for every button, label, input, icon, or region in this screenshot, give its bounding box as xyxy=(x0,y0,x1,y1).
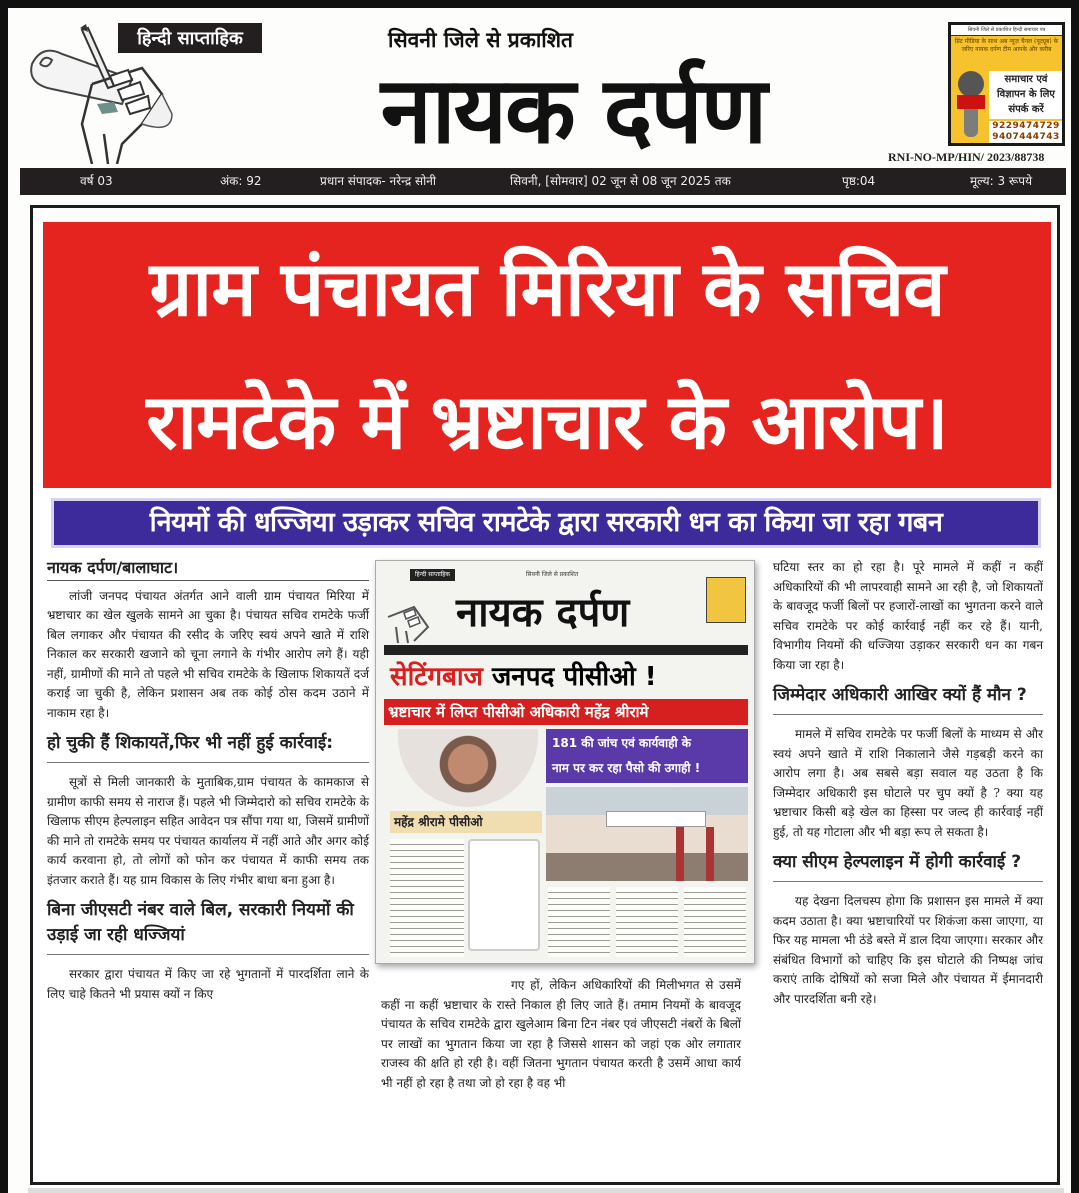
ad-main-text: समाचार एवं विज्ञापन के लिए संपर्क करें xyxy=(989,71,1063,119)
clipping-ad-box xyxy=(706,577,746,623)
clipping-headline-red: सेटिंगबाज xyxy=(390,662,483,692)
clipping-info-bar xyxy=(384,645,748,655)
article-paragraph-3-start: सरकार द्वारा पंचायत में किए जा रहे भुगतानों में पारदर्शिता लाने के लिए चाहे कितने भी प्रयास क्यों न किए xyxy=(47,967,369,1001)
editor-label: प्रधान संपादक- नरेन्द्र सोनी xyxy=(320,174,437,188)
article-frame xyxy=(30,205,1060,1185)
clipping-text-column-3 xyxy=(616,887,678,957)
article-paragraph-4: मामले में सचिव रामटेके पर फर्जी बिलों के माध्यम से और स्वयं अपने खाते में राशि निकालाने जैसे गड़बड़ी करने का आरोप लगा है। अब सबसे बड़ा सवाल यह उठता है कि जिम्मेदार अधिकारी इस घोटाले पर चुप क्यों है ? क्या यह भ्रष्टाचार किसी बड़े खेल का हिस्सा पर जल्द ही कार्रवाई नहीं हुई, तो यह गोटाला और भी बड़ा रूप ले सकता है। xyxy=(773,727,1043,839)
clipping-text-column-2 xyxy=(548,887,610,957)
contact-ad-box xyxy=(948,22,1065,146)
clipping-headline xyxy=(390,659,657,695)
price-label: मूल्य: 3 रूपये xyxy=(970,174,1033,188)
ad-phone-2: 9407444743 xyxy=(992,132,1060,142)
page-number-label: पृष्ठ:04 xyxy=(842,174,876,188)
article-paragraph-2: सूत्रों से मिली जानकारी के मुताबिक,ग्राम पंचायत के कामकाज से ग्रामीण काफी समय से नाराज हैं। पहले भी जिम्मेदारो को सचिव रामटेके के खिलाफ सीएम हेल्पलाइन सहित आवेदन पत्र सौंपा गया था, जिसमें ग्रामीणों की माने तो रामटेके समय पर पंचायत कार्यालय में नहीं आते और अगर कोई कार्य करवाना हो, तो लोगों को फोन कर पंचायत में काफी समय तक इंतजार कराते हैं। यह ग्राम विकास के लिए गंभीर बाधा बना हुआ है। xyxy=(47,775,369,887)
clipping-weekly-tag: हिन्दी साप्ताहिक xyxy=(410,569,455,581)
clipping-photo-caption: महेंद्र श्रीरामे पीसीओ xyxy=(390,811,542,833)
year-label: वर्ष 03 xyxy=(80,174,113,188)
headline-line-1: ग्राम पंचायत मिरिया के सचिव xyxy=(149,244,945,333)
issue-info-bar xyxy=(20,168,1066,195)
article-paragraph-5: यह देखना दिलचस्प होगा कि प्रशासन इस मामले में क्या कदम उठाता है। क्या भ्रष्टाचारियों पर शिकंजा कसा जाएगा, या फिर यह मामला भी ठंडे बस्ते में डाल दिया जाएगा। सरकार और संबंधित विभागों को चाहिए कि इस घोटाले की निष्पक्ष जांच कराएं ताकि दोषियों को सजा मिले और पंचायत में ईमानदारी और पारदर्शिता बनी रहे। xyxy=(773,894,1043,1006)
embedded-newspaper-clipping xyxy=(375,560,755,964)
article-paragraph-1: लांजी जनपद पंचायत अंतर्गत आने वाली ग्राम पंचायत मिरिया में भ्रष्टाचार का खेल खुलके सामने आ चुका है। पंचायत सचिव रामटेके फर्जी बिल लगाकर और पंचायत की रसीद के जरिए स्वयं अपने खाते में राशि निकाल कर सरकारी खजाने को चूना लगाने के गंभीर आरोप लगे हैं। यही नहीं, ग्रामीणों की माने तो पहले भी सचिव रामटेके के खिलाफ शिकायतें दर्ज कराई जा चुकी है, लेकिन प्रशासन अब तक कोई ठोस कदम उठाने में नाकाम रहा है। xyxy=(47,588,369,720)
ad-top-line: सिवनी जिले से प्रकाशित हिन्दी समाचार पत्र xyxy=(951,25,1062,36)
clipping-purple-line-2: नाम पर कर रहा पैसो की उगाही ! xyxy=(552,761,701,775)
article-column-2 xyxy=(381,976,741,1093)
clipping-person-photo xyxy=(398,729,538,807)
article-column-1 xyxy=(47,558,369,1004)
sub-headline-bar: नियमों की धज्जिया उड़ाकर सचिव रामटेके द्वारा सरकारी धन का किया जा रहा गबन xyxy=(51,498,1041,548)
rni-number: RNI-NO-MP/HIN/ 2023/88738 xyxy=(888,150,1045,164)
dateline: नायक दर्पण/बालाघाट। xyxy=(47,558,369,581)
subhead-silent-officials: जिम्मेदार अधिकारी आखिर क्यों हैं मौन ? xyxy=(773,683,1043,715)
bottom-strip xyxy=(28,1188,1064,1193)
weekly-tag: हिन्दी साप्ताहिक xyxy=(118,23,262,53)
ad-sub-line: प्रिंट मीडिया के साथ अब न्यूज़ चैनल (यूट्यूब) के जरिए नायक दर्पण टीम आपके और करीब xyxy=(954,38,1059,53)
clipping-purple-line-1: 181 की जांच एवं कार्यवाही के xyxy=(552,736,691,750)
main-headline xyxy=(43,222,1051,488)
clipping-red-bar: भ्रष्टाचार में लिप्त पीसीओ अधिकारी महेंद्र श्रीरामे xyxy=(384,699,748,725)
headline-line-2: रामटेके में भ्रष्टाचार के आरोप। xyxy=(146,377,948,466)
microphone-icon xyxy=(957,71,985,141)
subhead-cm-helpline: क्या सीएम हेल्पलाइन में होगी कार्रवाई ? xyxy=(773,850,1043,882)
newspaper-brand-title: नायक दर्पण xyxy=(380,58,766,164)
subhead-gst-bills: बिना जीएसटी नंबर वाले बिल, सरकारी नियमों की उड़ाई जा रही धज्जियां xyxy=(47,898,369,955)
clipping-text-column-1 xyxy=(390,839,464,957)
article-paragraph-3-cont: गए हों, लेकिन अधिकारियों की मिलीभगत से उसमें कहीं ना कहीं भ्रष्टाचार के रास्ते निकाल ही लिए जाते हैं। तमाम नियमों के बावजूद पंचायत के सचिव रामटेके द्वारा खुलेआम बिना टिन नंबर एवं जीएसटी नंबरों के बिलों पर लाखों का भुगतान किया जा रहा है जिससे शासन को जहां एक ओर लगातार राजस्व की क्षति हो रही है। वहीं जितना भुगतान पंचायत करती है उसमें आधा कार्य भी नहीं हो रहा है तथा जो हो रहा है वह भी xyxy=(381,978,741,1090)
published-from-label: सिवनी जिले से प्रकाशित xyxy=(388,28,573,52)
ad-phone-1: 9229474729 xyxy=(992,121,1060,131)
subhead-complaints: हो चुकी हैं शिकायतें,फिर भी नहीं हुई कार्रवाई: xyxy=(47,731,369,763)
article-paragraph-3-end: घटिया स्तर का हो रहा है। पूरे मामले में कहीं न कहीं अधिकारियों की भी लापरवाही सामने आ रही है, जो शिकायतों के बावजूद फर्जी बिलों पर हजारों-लाखों का भुगतना करने वाले सचिव रामटेके पर कोई कार्रवाई नहीं कर रहे हैं। यानी, विभागीय नियमों की धज्जिया उड़ाकर सरकारी धन का गबन किया जा रहा है। xyxy=(773,560,1043,672)
clipping-phone-screenshot xyxy=(468,839,540,951)
clipping-building-photo xyxy=(546,787,748,881)
clipping-brand-title: नायक दर्पण xyxy=(456,590,630,636)
clipping-logo-icon xyxy=(384,597,434,645)
issue-label: अंक: 92 xyxy=(220,174,262,188)
clipping-text-column-4 xyxy=(684,887,746,957)
clipping-headline-black: जनपद पीसीओ ! xyxy=(492,662,657,692)
newspaper-page xyxy=(8,8,1071,1193)
clipping-purple-box xyxy=(546,729,748,783)
date-label: सिवनी, [सोमवार] 02 जून से 08 जून 2025 तक xyxy=(510,174,731,188)
ad-phone-numbers xyxy=(989,121,1063,143)
article-column-3 xyxy=(773,558,1043,1009)
clipping-published-from: सिवनी जिले से प्रकाशित xyxy=(526,571,579,578)
